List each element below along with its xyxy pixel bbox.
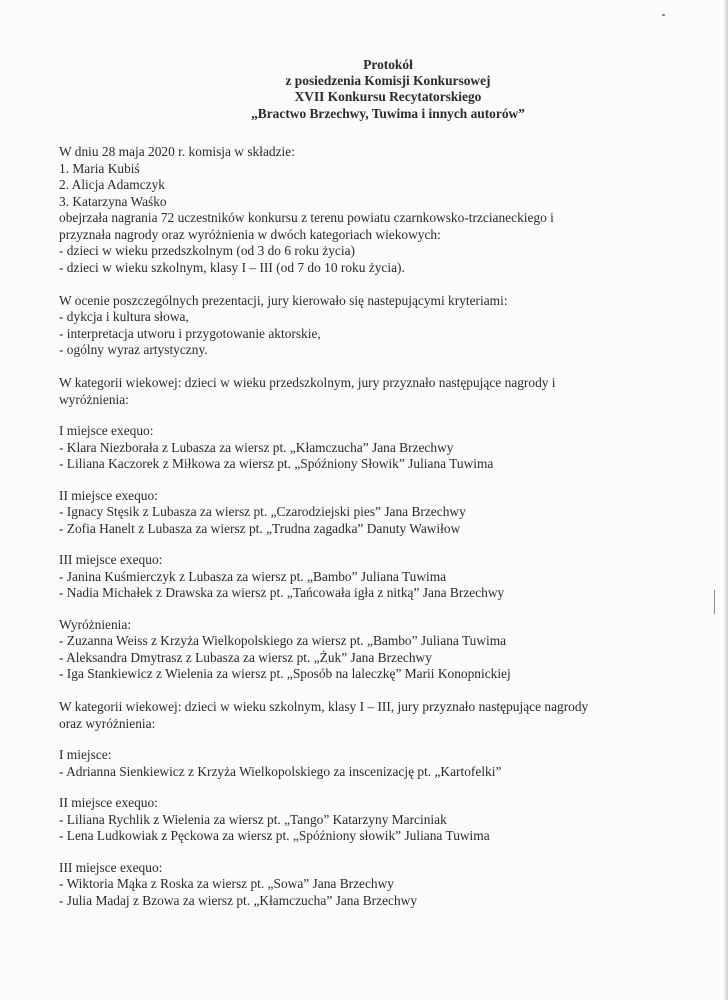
award-entry: - Wiktoria Mąka z Roska za wiersz pt. „Sowa” Jana Brzechwy	[59, 876, 394, 891]
preschool-first-title: I miejsce exequo:	[59, 423, 154, 438]
preschool-intro: W kategorii wiekowej: dzieci w wieku przedszkolnym, jury przyznało następujące nagrody i	[59, 375, 556, 390]
committee-member: 1. Maria Kubiś	[59, 160, 140, 176]
award-entry: - Klara Niezborała z Lubasza za wiersz pt. „Kłamczucha” Jana Brzechwy	[59, 439, 454, 455]
award-entry: - Lena Ludkowiak z Pęckowa za wiersz pt. „Spóźniony słowik” Juliana Tuwima	[59, 828, 490, 843]
criteria-item: - ogólny wyraz artystyczny.	[59, 342, 208, 357]
honor-entry: - Iga Stankiewicz z Wielenia za wiersz pt. „Sposób na laleczkę” Marii Konopnickiej	[59, 666, 511, 681]
document-body	[59, 144, 699, 909]
award-entry: - Nadia Michałek z Drawska za wiersz pt. „Tańcowała igła z nitką” Jana Brzechwy	[59, 585, 505, 600]
intro-line: przyznała nagrody oraz wyróżnienia w dwóch kategoriach wiekowych:	[59, 226, 441, 242]
header-subtitle: z posiedzenia Komisji Konkursowej	[285, 73, 491, 89]
scan-speck	[662, 14, 665, 16]
criteria-item: - interpretacja utworu i przygotowanie aktorskie,	[59, 325, 321, 341]
age-category: - dzieci w wieku szkolnym, klasy I – III (od 7 do 10 roku życia).	[59, 259, 405, 275]
preschool-honors-title: Wyróżnienia:	[59, 616, 132, 632]
school-second-title: II miejsce exequo:	[59, 795, 158, 810]
intro-line: obejrzała nagrania 72 uczestników konkursu z terenu powiatu czarnkowsko-trzcianeckiego i	[59, 210, 554, 225]
committee-member: 3. Katarzyna Waśko	[59, 193, 167, 209]
header-contest: XVII Konkursu Recytatorskiego	[294, 89, 482, 105]
award-entry: - Zofia Hanelt z Lubasza za wiersz pt. „Trudna zagadka” Danuty Wawiłow	[59, 520, 461, 536]
award-entry: - Janina Kuśmierczyk z Lubasza za wiersz pt. „Bambo” Juliana Tuwima	[59, 568, 447, 584]
criteria-intro: W ocenie poszczególnych prezentacji, jury kierowało się nastepującymi kryteriami:	[59, 292, 508, 308]
honor-entry: - Zuzanna Weiss z Krzyża Wielkopolskiego za wiersz pt. „Bambo” Juliana Tuwima	[59, 633, 507, 648]
age-category: - dzieci w wieku przedszkolnym (od 3 do 6 roku życia)	[59, 243, 355, 258]
intro-line: W dniu 28 maja 2020 r. komisja w składzie:	[59, 144, 295, 159]
header-title: Protokół	[363, 57, 413, 72]
committee-member: 2. Alicja Adamczyk	[59, 177, 165, 192]
header-contest-name: „Bractwo Brzechwy, Tuwima i innych autorów”	[251, 105, 525, 121]
award-entry: - Ignacy Stęsik z Lubasza za wiersz pt. „Czarodziejski pies” Jana Brzechwy	[59, 504, 466, 519]
school-third-title: III miejsce exequo:	[59, 859, 163, 875]
preschool-third-title: III miejsce exequo:	[59, 552, 163, 567]
scan-edge-shadow	[724, 0, 728, 1000]
award-entry: - Adrianna Sienkiewicz z Krzyża Wielkopolskiego za inscenizację pt. „Kartofelki”	[59, 763, 502, 779]
scan-mark	[714, 590, 715, 614]
preschool-second-title: II miejsce exequo:	[59, 487, 158, 503]
school-first-title: I miejsce:	[59, 747, 112, 762]
school-intro: oraz wyróżnienia:	[59, 715, 156, 731]
award-entry: - Julia Madaj z Bzowa za wiersz pt. „Kłamczucha” Jana Brzechwy	[59, 892, 418, 908]
award-entry: - Liliana Kaczorek z Miłkowa za wiersz pt. „Spóźniony Słowik” Juliana Tuwima	[59, 456, 494, 471]
preschool-intro: wyróżnienia:	[59, 391, 129, 407]
honor-entry: - Aleksandra Dmytrasz z Lubasza za wiersz pt. „Żuk” Jana Brzechwy	[59, 649, 432, 665]
document-header	[0, 57, 728, 122]
award-entry: - Liliana Rychlik z Wielenia za wiersz pt. „Tango” Katarzyny Marciniak	[59, 811, 447, 827]
criteria-item: - dykcja i kultura słowa,	[59, 309, 189, 324]
school-intro: W kategorii wiekowej: dzieci w wieku szkolnym, klasy I – III, jury przyznało następujące nagrody	[59, 699, 589, 714]
